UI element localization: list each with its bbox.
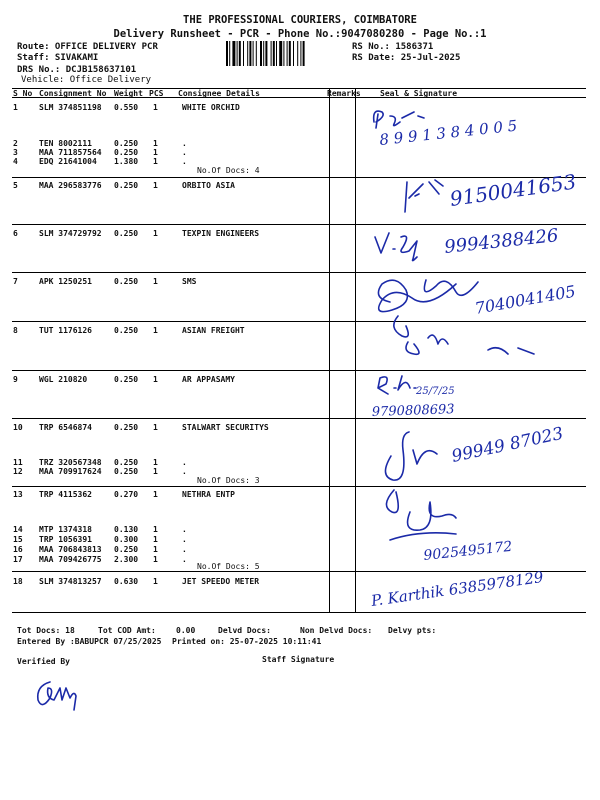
row-sno: 13 (13, 490, 23, 499)
staff-signature-label: Staff Signature (262, 655, 335, 664)
row-wt: 0.250 (114, 139, 139, 148)
row-wt: 0.250 (114, 277, 139, 286)
row-pcs: 1 (153, 423, 158, 432)
row-sno: 16 (13, 545, 23, 554)
row-pcs: 1 (153, 103, 158, 112)
row-sno: 11 (13, 458, 23, 467)
signature-row-9 (372, 370, 522, 420)
row-cno: WGL 210820 (39, 375, 88, 384)
row-sno: 2 (13, 139, 18, 148)
row-sno: 15 (13, 535, 23, 544)
row-wt: 2.300 (114, 555, 139, 564)
row-wt: 1.380 (114, 157, 139, 166)
col-sno: S No (13, 89, 33, 98)
svg-text:9790808693: 9790808693 (371, 402, 455, 420)
rs-date: RS Date: 25-Jul-2025 (352, 53, 461, 63)
row-sno: 12 (13, 467, 23, 476)
row-pcs: 1 (153, 229, 158, 238)
col-pcs: PCS (149, 89, 164, 98)
consignee-remarks-divider (329, 88, 330, 612)
remarks-signature-divider (355, 88, 356, 612)
doc-count-note: No.Of Docs: 3 (197, 476, 260, 485)
row-sno: 17 (13, 555, 23, 564)
row-wt: 0.250 (114, 458, 139, 467)
row-cno: MAA 709917624 (39, 467, 102, 476)
total-cod-value: 0.00 (176, 626, 196, 635)
row-cno: SLM 374851198 (39, 103, 102, 112)
row-cno: TRP 6546874 (39, 423, 92, 432)
svg-text:P. Karthik 6385978129: P. Karthik 6385978129 (370, 567, 545, 610)
signature-row-5 (395, 169, 590, 221)
row-consignee: . (182, 535, 187, 544)
signature-row-10 (375, 420, 566, 490)
row-sno: 9 (13, 375, 18, 384)
delivery-points: Delvy pts: (388, 626, 437, 635)
row-cno: MAA 709426775 (39, 555, 102, 564)
verifier-signature (30, 672, 100, 712)
row-cno: EDQ 21641004 (39, 157, 97, 166)
runsheet-subtitle: Delivery Runsheet - PCR - Phone No.:9047080280 - Page No.:1 (113, 28, 487, 40)
row-wt: 0.630 (114, 577, 139, 586)
row-sno: 3 (13, 148, 18, 157)
col-remarks: Remarks (327, 89, 361, 98)
row-consignee: TEXPIN ENGINEERS (182, 229, 260, 238)
svg-text:9994388426: 9994388426 (443, 225, 560, 258)
delivered-docs: Delvd Docs: (218, 626, 271, 635)
row-consignee: . (182, 467, 187, 476)
row-pcs: 1 (153, 148, 158, 157)
row-sno: 10 (13, 423, 23, 432)
row-cno: MAA 711857564 (39, 148, 102, 157)
svg-text:9150041653: 9150041653 (448, 169, 578, 211)
row-wt: 0.250 (114, 326, 139, 335)
row-consignee: ASIAN FREIGHT (182, 326, 245, 335)
svg-text:9025495172: 9025495172 (422, 538, 514, 564)
company-title: THE PROFESSIONAL COURIERS, COIMBATORE (183, 14, 417, 26)
row-consignee: AR APPASAMY (182, 375, 235, 384)
row-cno: MAA 296583776 (39, 181, 102, 190)
col-seal-signature: Seal & Signature (380, 89, 458, 98)
row-consignee: JET SPEEDO METER (182, 577, 260, 586)
row-wt: 0.250 (114, 375, 139, 384)
row-cno: TRP 4115362 (39, 490, 92, 499)
row-sno: 1 (13, 103, 18, 112)
row-sno: 4 (13, 157, 18, 166)
col-weight: Weight (114, 89, 143, 98)
row-wt: 0.550 (114, 103, 139, 112)
row-cno: SLM 374729792 (39, 229, 102, 238)
row-pcs: 1 (153, 525, 158, 534)
row-pcs: 1 (153, 277, 158, 286)
doc-count-note: No.Of Docs: 4 (197, 166, 260, 175)
row-cno: SLM 374813257 (39, 577, 102, 586)
barcode (226, 41, 348, 66)
svg-text:99949 87023: 99949 87023 (449, 423, 566, 467)
signature-row-18 (368, 568, 588, 613)
non-delivered-docs: Non Delvd Docs: (300, 626, 373, 635)
row-consignee: . (182, 458, 187, 467)
signature-row-7-8 (368, 272, 596, 370)
row-wt: 0.250 (114, 545, 139, 554)
row-consignee: NETHRA ENTP (182, 490, 235, 499)
row-consignee: . (182, 545, 187, 554)
row-consignee: . (182, 139, 187, 148)
row-consignee: . (182, 157, 187, 166)
row-cno: TRP 1056391 (39, 535, 92, 544)
row-wt: 0.130 (114, 525, 139, 534)
row-sno: 7 (13, 277, 18, 286)
col-consignee: Consignee Details (178, 89, 260, 98)
row-pcs: 1 (153, 375, 158, 384)
row-sno: 14 (13, 525, 23, 534)
row-cno: TRZ 320567348 (39, 458, 102, 467)
total-docs: Tot Docs: 18 (17, 626, 75, 635)
row-cno: APK 1250251 (39, 277, 92, 286)
printed-on: Printed on: 25-07-2025 10:11:41 (172, 637, 322, 646)
row-wt: 0.300 (114, 535, 139, 544)
drs-number: DRS No.: DCJB158637101 (17, 65, 137, 75)
row-consignee: . (182, 525, 187, 534)
signature-row-6 (365, 225, 595, 270)
row-consignee: STALWART SECURITYS (182, 423, 269, 432)
row-pcs: 1 (153, 490, 158, 499)
row-pcs: 1 (153, 326, 158, 335)
signature-row-13 (380, 488, 555, 568)
row-pcs: 1 (153, 139, 158, 148)
row-consignee: WHITE ORCHID (182, 103, 240, 112)
svg-text:25/7/25: 25/7/25 (416, 386, 455, 397)
row-cno: TUT 1176126 (39, 326, 92, 335)
signature-row-1 (360, 98, 560, 160)
row-pcs: 1 (153, 181, 158, 190)
row-pcs: 1 (153, 458, 158, 467)
row-consignee: SMS (182, 277, 197, 286)
total-cod-label: Tot COD Amt: (98, 626, 156, 635)
row-sno: 6 (13, 229, 18, 238)
row-sno: 5 (13, 181, 18, 190)
row-cno: MAA 706843813 (39, 545, 102, 554)
row-pcs: 1 (153, 535, 158, 544)
row-pcs: 1 (153, 467, 158, 476)
row-cno: TEN 8002111 (39, 139, 92, 148)
row-wt: 0.250 (114, 229, 139, 238)
vehicle-label: Vehicle: Office Delivery (21, 75, 152, 85)
row-sno: 18 (13, 577, 23, 586)
row-consignee: . (182, 555, 187, 564)
doc-count-note: No.Of Docs: 5 (197, 562, 260, 571)
col-consignment: Consignment No (39, 89, 107, 98)
row-wt: 0.250 (114, 181, 139, 190)
row-wt: 0.250 (114, 467, 139, 476)
route-label: Route: OFFICE DELIVERY PCR (17, 42, 158, 52)
staff-label: Staff: SIVAKAMI (17, 53, 99, 63)
row-cno: MTP 1374318 (39, 525, 92, 534)
row-pcs: 1 (153, 577, 158, 586)
verified-by-label: Verified By (17, 657, 70, 666)
svg-text:8 9 9 1 3 8 4 0 0 5: 8 9 9 1 3 8 4 0 0 5 (378, 116, 519, 149)
row-pcs: 1 (153, 157, 158, 166)
rs-number: RS No.: 1586371 (352, 42, 434, 52)
row-consignee: . (182, 148, 187, 157)
row-sno: 8 (13, 326, 18, 335)
row-consignee: ORBITO ASIA (182, 181, 235, 190)
row-wt: 0.270 (114, 490, 139, 499)
svg-text:7040041405: 7040041405 (473, 281, 577, 318)
row-pcs: 1 (153, 545, 158, 554)
row-wt: 0.250 (114, 423, 139, 432)
entered-by: Entered By :BABUPCR 07/25/2025 (17, 637, 162, 646)
row-wt: 0.250 (114, 148, 139, 157)
row-pcs: 1 (153, 555, 158, 564)
